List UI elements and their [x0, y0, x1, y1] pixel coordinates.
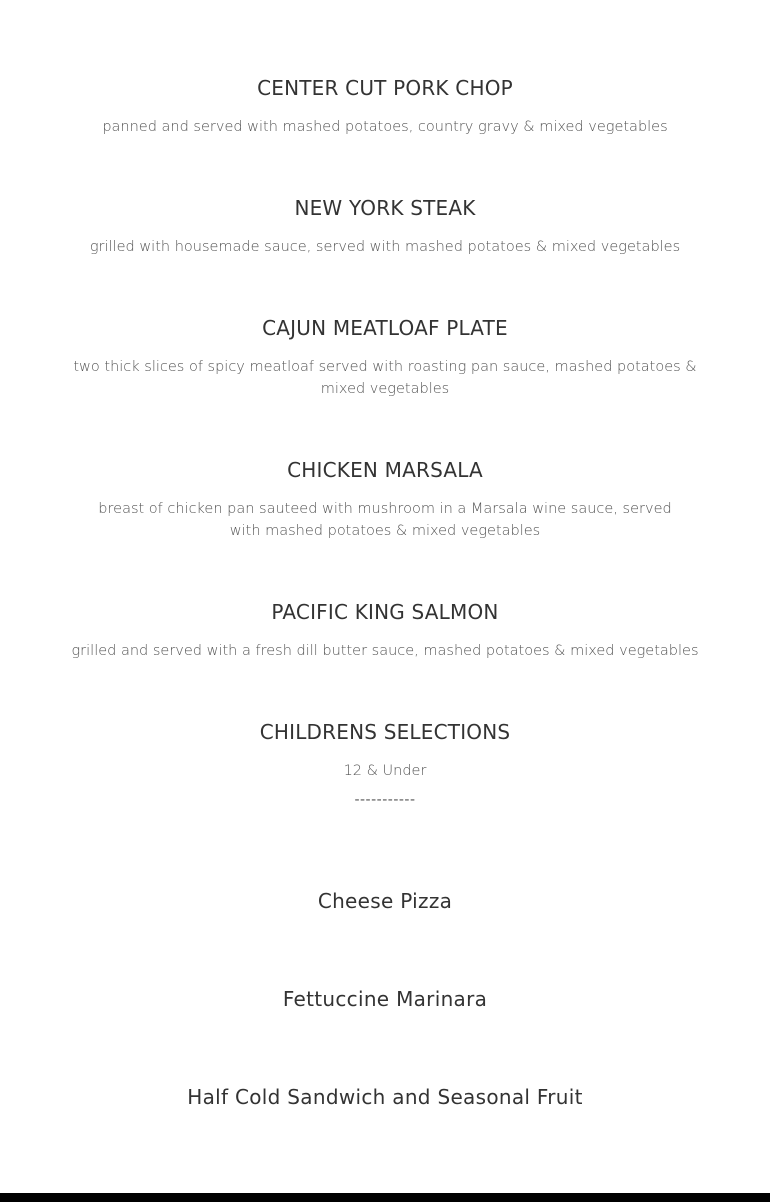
childrens-item-cheese-pizza: Cheese Pizza	[317, 889, 453, 913]
menu-item-title: CHICKEN MARSALA	[287, 458, 483, 482]
menu-item-description: breast of chicken pan sauteed with mushroom in a Marsala wine sauce, served with mashed potatoes & mixed vegetables	[98, 501, 672, 539]
childrens-item-fettuccine-marinara: Fettuccine Marinara	[282, 987, 488, 1011]
menu-item-cajun-meatloaf	[0, 315, 770, 400]
childrens-section-title: CHILDRENS SELECTIONS	[259, 720, 511, 744]
childrens-section	[0, 719, 770, 809]
menu-item-title: NEW YORK STEAK	[294, 196, 476, 220]
menu-item-title: CAJUN MEATLOAF PLATE	[262, 316, 508, 340]
menu-item-description: grilled and served with a fresh dill butter sauce, mashed potatoes & mixed vegetables	[71, 643, 699, 659]
menu-item-title: PACIFIC KING SALMON	[271, 600, 499, 624]
menu-item-pork-chop	[0, 75, 770, 138]
menu-item-description: two thick slices of spicy meatloaf served with roasting pan sauce, mashed potatoes & mixed vegetables	[73, 359, 697, 397]
childrens-item-half-cold-sandwich: Half Cold Sandwich and Seasonal Fruit	[187, 1085, 583, 1109]
menu-item-title: CENTER CUT PORK CHOP	[257, 76, 513, 100]
bottom-bar	[0, 1193, 770, 1202]
menu-item-new-york-steak	[0, 195, 770, 258]
section-divider: -----------	[354, 792, 416, 808]
menu-item-chicken-marsala	[0, 457, 770, 542]
menu-item-pacific-king-salmon	[0, 599, 770, 662]
menu-item-description: grilled with housemade sauce, served with mashed potatoes & mixed vegetables	[89, 239, 681, 255]
menu-item-description: panned and served with mashed potatoes, country gravy & mixed vegetables	[102, 119, 668, 135]
childrens-section-subtitle: 12 & Under	[343, 763, 427, 779]
